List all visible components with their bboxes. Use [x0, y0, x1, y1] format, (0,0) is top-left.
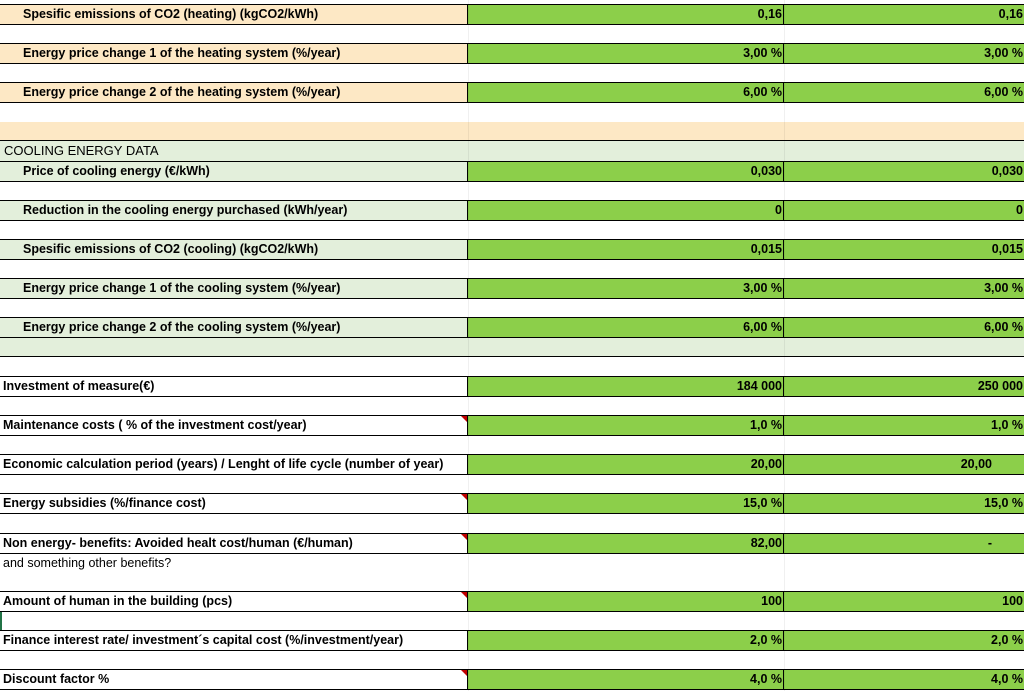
value-cell-1[interactable]	[468, 239, 784, 260]
row-label: Price of cooling energy (€/kWh)	[23, 164, 210, 178]
empty-cell[interactable]	[0, 103, 1024, 122]
cooling-footer-row	[0, 338, 1024, 357]
empty-cell[interactable]	[0, 651, 1024, 669]
empty-cell[interactable]	[0, 436, 1024, 454]
value-cell-1[interactable]	[468, 415, 784, 436]
row-label: Energy price change 1 of the cooling system (%/year)	[23, 281, 341, 295]
row-label: Spesific emissions of CO2 (cooling) (kgCO2/kWh)	[23, 242, 319, 256]
empty-cell[interactable]	[0, 612, 1024, 630]
value-cell-2[interactable]	[784, 415, 1024, 436]
value-cell-1[interactable]	[468, 278, 784, 299]
comment-indicator-icon[interactable]	[461, 534, 467, 540]
table-row	[0, 43, 1024, 64]
row-label: Investment of measure(€)	[3, 379, 155, 393]
empty-cell[interactable]	[0, 299, 1024, 317]
spacer-row	[0, 25, 1024, 43]
comment-indicator-icon[interactable]	[461, 592, 467, 598]
label-cell[interactable]	[0, 43, 468, 64]
empty-cell[interactable]	[0, 397, 1024, 415]
label-cell[interactable]	[0, 493, 468, 514]
label-cell[interactable]	[0, 630, 468, 651]
note-text: and something other benefits?	[3, 556, 172, 570]
empty-cell[interactable]	[0, 182, 1024, 200]
spacer-row	[0, 651, 1024, 669]
table-row	[0, 415, 1024, 436]
value-1: 3,00 %	[743, 281, 782, 295]
empty-cell[interactable]	[0, 64, 1024, 82]
table-row	[0, 533, 1024, 554]
value-cell-2[interactable]	[784, 533, 1024, 554]
value-cell-1[interactable]	[468, 4, 784, 25]
value-cell-1[interactable]	[468, 43, 784, 64]
value-cell-2[interactable]	[784, 669, 1024, 690]
table-row	[0, 630, 1024, 651]
comment-indicator-icon[interactable]	[461, 416, 467, 422]
table-row	[0, 200, 1024, 221]
spacer-row	[0, 573, 1024, 591]
row-label: Maintenance costs ( % of the investment cost/year)	[3, 418, 307, 432]
value-cell-1[interactable]	[468, 533, 784, 554]
value-2: 100	[1002, 594, 1023, 608]
value-2: 0,16	[998, 7, 1023, 21]
label-cell[interactable]	[0, 200, 468, 221]
value-1: 0,030	[750, 164, 782, 178]
empty-cell[interactable]	[0, 514, 1024, 533]
spacer-row	[0, 357, 1024, 376]
section-header-row	[0, 141, 1024, 161]
row-label: Energy price change 2 of the cooling system (%/year)	[23, 320, 341, 334]
empty-cell[interactable]	[0, 338, 1024, 357]
value-1: 184 000	[736, 379, 782, 393]
empty-cell[interactable]	[0, 25, 1024, 43]
spacer-row	[0, 221, 1024, 239]
value-1: 6,00 %	[743, 85, 782, 99]
value-cell-1[interactable]	[468, 669, 784, 690]
value-cell-1[interactable]	[468, 161, 784, 182]
spacer-row	[0, 103, 1024, 122]
row-label: Amount of human in the building (pcs)	[3, 594, 233, 608]
value-cell-2[interactable]	[784, 630, 1024, 651]
label-cell[interactable]	[0, 454, 468, 475]
value-2: 4,0 %	[991, 672, 1023, 686]
value-1: 0	[775, 203, 782, 217]
value-cell-2[interactable]	[784, 493, 1024, 514]
column-gridline	[468, 0, 469, 691]
value-cell-2[interactable]	[784, 239, 1024, 260]
value-1: 0,015	[750, 242, 782, 256]
heating-footer-row	[0, 122, 1024, 141]
value-2: 0,030	[991, 164, 1023, 178]
spacer-row	[0, 64, 1024, 82]
value-1: 2,0 %	[750, 633, 782, 647]
empty-cell[interactable]	[0, 573, 1024, 591]
value-2: 3,00 %	[984, 46, 1023, 60]
row-label: Discount factor %	[3, 672, 110, 686]
value-2: 0	[1016, 203, 1023, 217]
spacer-row	[0, 612, 1024, 630]
comment-indicator-icon[interactable]	[461, 494, 467, 500]
value-1: 3,00 %	[743, 46, 782, 60]
table-row	[0, 669, 1024, 690]
value-2: 6,00 %	[984, 85, 1023, 99]
value-cell-2[interactable]	[784, 591, 1024, 612]
row-label: Energy subsidies (%/finance cost)	[3, 496, 206, 510]
note-row	[0, 554, 1024, 573]
value-2: 250 000	[977, 379, 1023, 393]
empty-cell[interactable]	[0, 122, 1024, 141]
value-2: 2,0 %	[991, 633, 1023, 647]
value-cell-1[interactable]	[468, 376, 784, 397]
value-cell-2[interactable]	[784, 43, 1024, 64]
value-cell-2[interactable]	[784, 82, 1024, 103]
label-cell[interactable]	[0, 278, 468, 299]
value-1: 0,16	[757, 7, 782, 21]
table-row	[0, 4, 1024, 25]
value-2: 0,015	[991, 242, 1023, 256]
value-cell-1[interactable]	[468, 82, 784, 103]
label-cell[interactable]	[0, 669, 468, 690]
label-cell[interactable]	[0, 239, 468, 260]
value-1: 1,0 %	[750, 418, 782, 432]
value-2: 1,0 %	[991, 418, 1023, 432]
empty-cell[interactable]	[0, 221, 1024, 239]
empty-cell[interactable]	[0, 475, 1024, 493]
value-cell-2[interactable]	[784, 4, 1024, 25]
value-cell-2[interactable]	[784, 376, 1024, 397]
value-1: 100	[761, 594, 782, 608]
row-label: Finance interest rate/ investment´s capital cost (%/investment/year)	[3, 633, 404, 647]
table-row	[0, 278, 1024, 299]
value-cell-2[interactable]	[784, 454, 1024, 475]
note-cell[interactable]	[0, 554, 1024, 573]
value-1: 6,00 %	[743, 320, 782, 334]
column-gridline	[784, 0, 785, 691]
value-cell-1[interactable]	[468, 591, 784, 612]
label-cell[interactable]	[0, 4, 468, 25]
table-row	[0, 317, 1024, 338]
label-cell[interactable]	[0, 533, 468, 554]
spacer-row	[0, 436, 1024, 454]
value-2: 15,0 %	[984, 496, 1023, 510]
value-cell-1[interactable]	[468, 317, 784, 338]
label-cell[interactable]	[0, 415, 468, 436]
value-2: 6,00 %	[984, 320, 1023, 334]
table-row	[0, 82, 1024, 103]
empty-cell[interactable]	[0, 357, 1024, 376]
table-row	[0, 239, 1024, 260]
value-1: 15,0 %	[743, 496, 782, 510]
row-label: Economic calculation period (years) / Lenght of life cycle (number of year)	[3, 457, 444, 471]
row-label: Spesific emissions of CO2 (heating) (kgCO2/kWh)	[23, 7, 319, 21]
value-1: 20,00	[750, 457, 782, 471]
spacer-row	[0, 397, 1024, 415]
value-cell-2[interactable]	[784, 317, 1024, 338]
value-cell-1[interactable]	[468, 493, 784, 514]
value-1: 82,00	[750, 536, 782, 550]
label-cell[interactable]	[0, 376, 468, 397]
table-row	[0, 591, 1024, 612]
section-title: COOLING ENERGY DATA	[4, 143, 159, 158]
spacer-row	[0, 299, 1024, 317]
value-cell-1[interactable]	[468, 630, 784, 651]
value-cell-2[interactable]	[784, 161, 1024, 182]
empty-cell[interactable]	[0, 260, 1024, 278]
row-label: Non energy- benefits: Avoided healt cost/human (€/human)	[3, 536, 353, 550]
table-row	[0, 161, 1024, 182]
value-1: 4,0 %	[750, 672, 782, 686]
label-cell[interactable]	[0, 161, 468, 182]
table-row	[0, 454, 1024, 475]
value-cell-2[interactable]	[784, 200, 1024, 221]
label-cell[interactable]	[0, 317, 468, 338]
table-row	[0, 493, 1024, 514]
value-cell-1[interactable]	[468, 454, 784, 475]
label-cell[interactable]	[0, 82, 468, 103]
value-2: 3,00 %	[984, 281, 1023, 295]
section-header-cell[interactable]	[0, 141, 1024, 161]
row-label: Energy price change 2 of the heating system (%/year)	[23, 85, 341, 99]
value-2: -	[987, 536, 992, 550]
row-label: Reduction in the cooling energy purchased (kWh/year)	[23, 203, 348, 217]
value-cell-1[interactable]	[468, 200, 784, 221]
spacer-row	[0, 514, 1024, 533]
row-label: Energy price change 1 of the heating system (%/year)	[23, 46, 341, 60]
value-2: 20,00	[960, 457, 992, 471]
spacer-row	[0, 260, 1024, 278]
comment-indicator-icon[interactable]	[461, 670, 467, 676]
spacer-row	[0, 182, 1024, 200]
value-cell-2[interactable]	[784, 278, 1024, 299]
table-row	[0, 376, 1024, 397]
spacer-row	[0, 475, 1024, 493]
label-cell[interactable]	[0, 591, 468, 612]
